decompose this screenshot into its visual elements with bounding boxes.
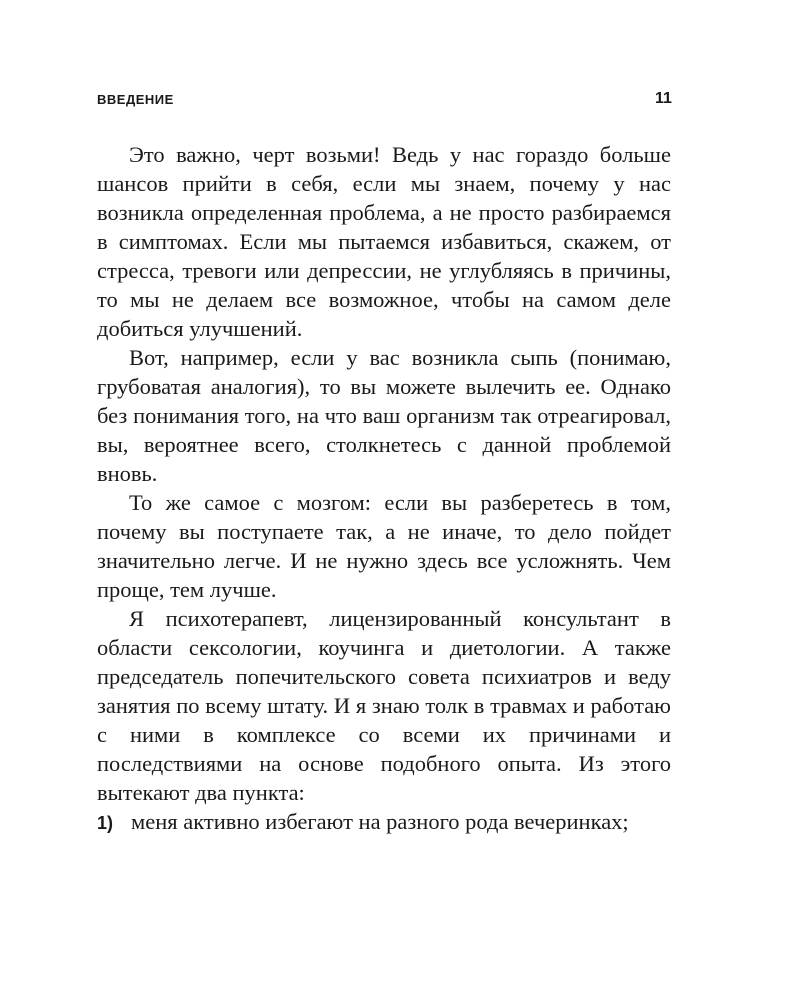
running-head: ВВЕДЕНИЕ	[97, 92, 174, 107]
paragraph: Вот, например, если у вас возникла сыпь (понимаю, грубоватая аналогия), то вы можете вылечить ее. Однако без понимания того, на что ваш организм так отреагировал, вы, вероятнее всего, столкнетесь с данной проблемой вновь.	[97, 345, 671, 486]
list-item-text: меня активно избегают на разного рода вечеринках;	[131, 809, 629, 834]
paragraph: То же самое с мозгом: если вы разберетесь в том, почему вы поступаете так, а не иначе, то дело пойдет значительно легче. И не нужно здесь все усложнять. Чем проще, тем лучше.	[97, 490, 671, 602]
page-number: 11	[655, 90, 672, 107]
paragraph: Это важно, черт возьми! Ведь у нас гораздо больше шансов прийти в себя, если мы знаем, почему у нас возникла определенная проблема, а не просто разбираемся в симптомах. Если мы пытаемся избавиться, скажем, от стресса, тревоги или депрессии, не углубляясь в причины, то мы не делаем все возможное, чтобы на самом деле добиться улучшений.	[97, 142, 671, 341]
list-item	[97, 807, 671, 838]
list-marker: 1)	[97, 813, 114, 833]
body-text	[97, 140, 671, 838]
paragraph: Я психотерапевт, лицензированный консультант в области сексологии, коучинга и диетологии. А также председатель попечительского совета психиатров и веду занятия по всему штату. И я знаю толк в травмах и работаю с ними в комплексе со всеми их причинами и последствиями на основе подобного опыта. Из этого вытекают два пункта:	[97, 606, 671, 805]
